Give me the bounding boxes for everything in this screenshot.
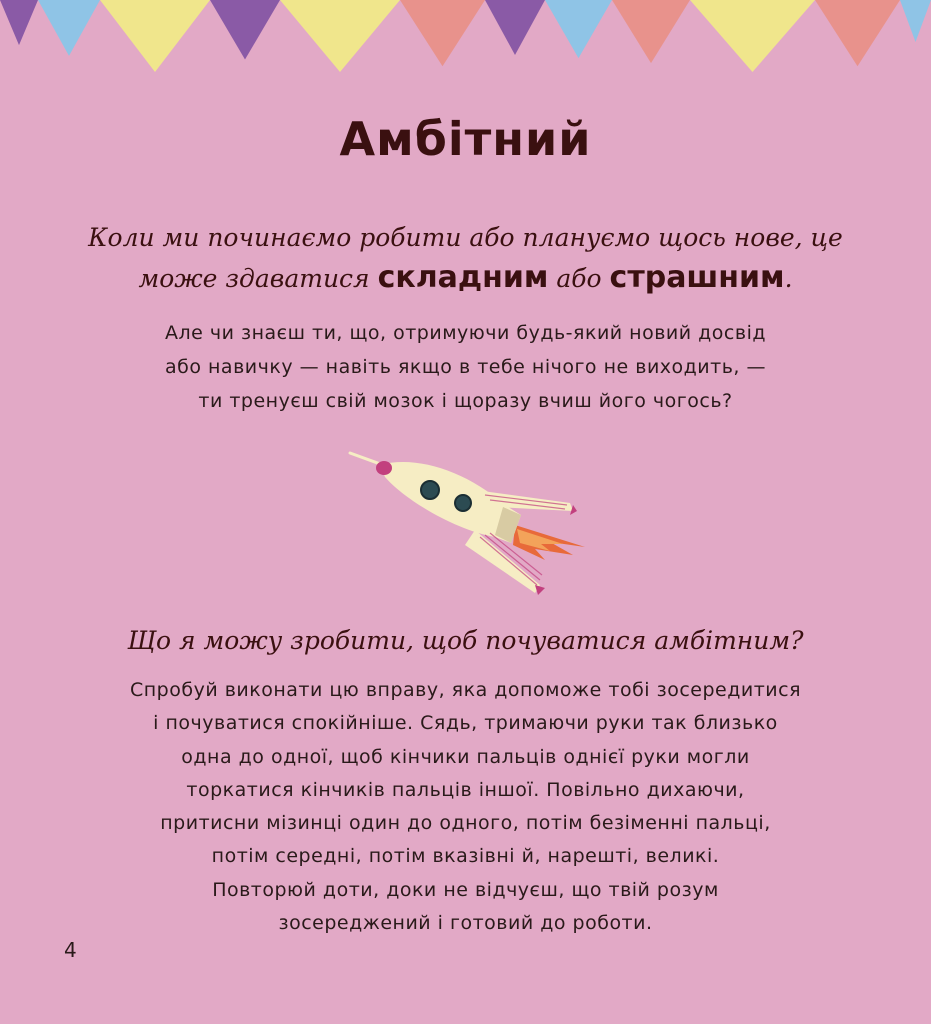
body-line: потім середні, потім вказівні й, нарешті, великі. — [211, 845, 720, 868]
bunting-flag — [38, 0, 100, 56]
bunting-flag — [900, 0, 931, 42]
body-line: притисни мізинці один до одного, потім безіменні пальці, — [160, 812, 771, 835]
bunting-flag — [0, 0, 38, 45]
lead-part2: може здаватися — [138, 264, 370, 293]
body-line: Спробуй виконати цю вправу, яка допоможе тобі зосередитися — [129, 679, 802, 701]
bunting-flags — [0, 0, 931, 90]
page-title: Амбітний — [339, 112, 592, 166]
bunting-flag — [280, 0, 400, 72]
body-line: одна до одної, щоб кінчики пальців однієї руки могли — [181, 745, 750, 768]
body-line: зосереджений і готовий до роботи. — [278, 912, 653, 935]
lead-part1: Коли ми починаємо робити або плануємо щось нове, це — [88, 223, 843, 252]
bunting-flag — [690, 0, 815, 72]
bunting-flag — [815, 0, 900, 66]
lead-word-difficult: складним — [377, 260, 549, 295]
body-line: і почуватися спокійніше. Сядь, тримаючи руки так близько — [153, 712, 778, 735]
page-number: 4 — [64, 938, 77, 962]
rocket-icon — [345, 445, 590, 595]
lead-part3: або — [556, 264, 602, 293]
lead-word-scary: страшним — [609, 260, 785, 295]
bunting-flag — [545, 0, 612, 58]
section-subtitle: Що я можу зробити, щоб почуватися амбітним? — [127, 626, 804, 655]
exercise-paragraph — [90, 674, 841, 940]
lead-paragraph — [60, 218, 871, 299]
intro-line: ти тренуєш свій мозок і щоразу вчиш його чогось? — [198, 390, 733, 412]
body-line: Повторюй доти, доки не відчуєш, що твій розум — [212, 878, 719, 901]
intro-line: Але чи знаєш ти, що, отримуючи будь-який новий досвід — [165, 322, 766, 344]
intro-paragraph — [100, 316, 831, 418]
bunting-flag — [612, 0, 690, 63]
lead-part4: . — [784, 264, 793, 293]
bunting-flag — [210, 0, 280, 60]
bunting-flag — [485, 0, 545, 55]
intro-line: або навичку — навіть якщо в тебе нічого не виходить, — — [164, 356, 766, 378]
body-line: торкатися кінчиків пальців іншої. Повільно дихаючи, — [186, 778, 745, 801]
bunting-flag — [100, 0, 210, 72]
bunting-flag — [400, 0, 485, 66]
